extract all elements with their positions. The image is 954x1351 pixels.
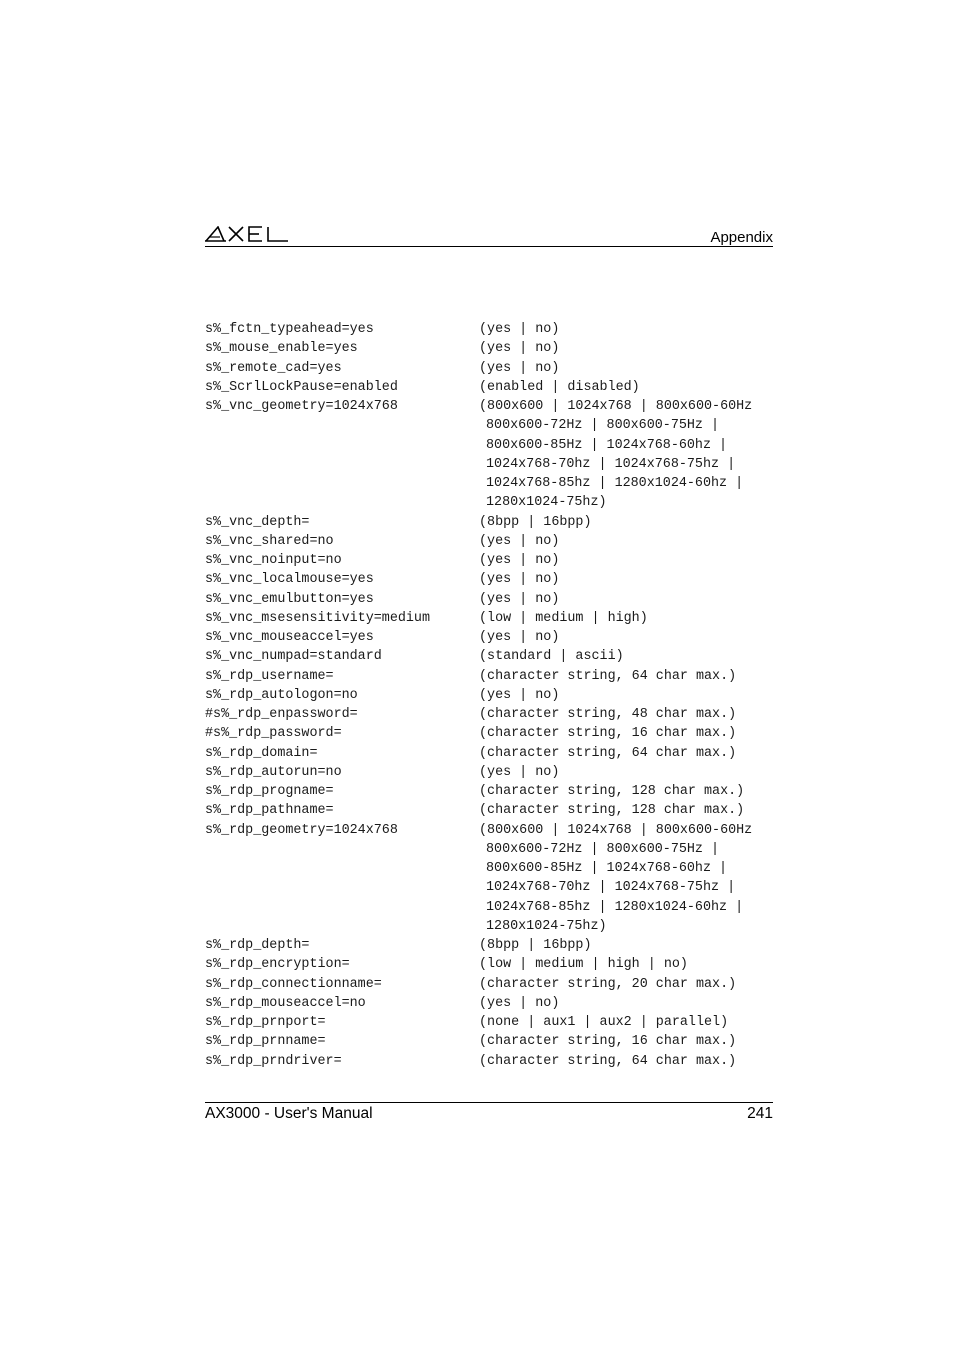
config-values [479, 590, 559, 609]
config-values [479, 705, 736, 724]
config-value: (yes | no) [479, 764, 560, 780]
config-value: (low | medium | high) [479, 610, 648, 626]
config-row [205, 686, 775, 705]
config-key: s%_rdp_prnname= [205, 1034, 326, 1050]
config-values [479, 551, 559, 570]
config-value: 800x600-85Hz | 1024x768-60hz | [486, 437, 728, 453]
config-row [205, 801, 775, 820]
config-values [479, 994, 559, 1013]
config-row [205, 1013, 775, 1032]
config-key: s%_vnc_emulbutton=yes [205, 591, 374, 607]
config-key: s%_vnc_geometry=1024x768 [205, 399, 398, 414]
config-row [205, 667, 775, 686]
config-row [205, 955, 775, 974]
config-key: s%_vnc_localmouse=yes [205, 572, 374, 588]
config-key: s%_rdp_username= [205, 668, 334, 684]
manual-title: AX3000 - User's Manual [205, 1105, 373, 1122]
config-values [479, 397, 752, 513]
section-title: Appendix [710, 229, 773, 246]
config-row [205, 397, 775, 513]
config-value: (yes | no) [479, 687, 560, 703]
config-values [479, 936, 592, 955]
config-key: s%_rdp_connectionname= [205, 976, 382, 992]
config-row [205, 359, 775, 378]
config-row [205, 705, 775, 724]
config-key: s%_rdp_domain= [205, 745, 318, 761]
config-key: s%_rdp_mouseaccel=no [205, 995, 366, 1011]
config-value: (yes | no) [479, 322, 560, 337]
axel-logo [205, 226, 289, 242]
config-key: s%_rdp_autologon=no [205, 687, 358, 703]
config-values [479, 532, 559, 551]
config-row [205, 782, 775, 801]
page-header [205, 222, 773, 247]
config-value: (character string, 16 char max.) [479, 726, 737, 742]
config-row [205, 513, 775, 532]
config-row [205, 936, 775, 955]
config-values [479, 1052, 736, 1071]
config-values [479, 667, 736, 686]
config-key: s%_rdp_geometry=1024x768 [205, 822, 398, 838]
config-row [205, 975, 775, 994]
config-row [205, 724, 775, 743]
config-values [479, 378, 640, 397]
config-value: (yes | no) [479, 553, 560, 568]
config-value: (yes | no) [479, 360, 560, 376]
config-row [205, 590, 775, 609]
config-row [205, 744, 775, 763]
config-key: #s%_rdp_password= [205, 726, 342, 742]
config-value: (character string, 64 char max.) [479, 1053, 737, 1069]
config-row [205, 1052, 775, 1071]
config-values [479, 763, 559, 782]
config-row [205, 1032, 775, 1051]
config-value: (low | medium | high | no) [479, 957, 688, 973]
page-footer [205, 1102, 773, 1122]
config-key: s%_rdp_prndriver= [205, 1053, 342, 1069]
config-values [479, 955, 688, 974]
config-key: s%_vnc_mouseaccel=yes [205, 630, 374, 645]
config-row [205, 339, 775, 358]
config-values [479, 609, 648, 628]
config-row [205, 532, 775, 551]
config-values [479, 782, 744, 801]
config-values [479, 570, 559, 589]
page-number: 241 [747, 1105, 773, 1122]
config-value: (yes | no) [479, 533, 560, 549]
config-values [479, 359, 559, 378]
config-value: (character string, 20 char max.) [479, 976, 737, 992]
config-key: s%_ScrlLockPause=enabled [205, 379, 398, 395]
config-value: 1024x768-70hz | 1024x768-75hz | [486, 456, 736, 472]
config-values [479, 1013, 728, 1032]
config-value: 800x600-85Hz | 1024x768-60hz | [486, 861, 728, 876]
config-value: (yes | no) [479, 591, 560, 607]
config-values [479, 320, 559, 339]
config-values [479, 647, 624, 666]
config-key: s%_mouse_enable=yes [205, 341, 358, 357]
config-values [479, 1032, 736, 1051]
config-value: (enabled | disabled) [479, 379, 640, 395]
config-key: s%_rdp_pathname= [205, 803, 334, 819]
config-row [205, 628, 775, 647]
config-value: (yes | no) [479, 572, 560, 588]
config-row [205, 570, 775, 589]
config-value: (8bpp | 16bpp) [479, 514, 592, 530]
config-value: (character string, 64 char max.) [479, 668, 737, 684]
config-value: (yes | no) [479, 341, 560, 357]
config-value: (8bpp | 16bpp) [479, 938, 592, 953]
config-value: (character string, 128 char max.) [479, 784, 745, 799]
config-values [479, 821, 752, 937]
config-key: s%_rdp_progname= [205, 784, 334, 799]
config-value: (character string, 64 char max.) [479, 745, 737, 761]
config-key: s%_rdp_depth= [205, 938, 310, 953]
config-values [479, 744, 736, 763]
config-parameter-list [205, 320, 775, 1071]
config-value: (800x600 | 1024x768 | 800x600-60Hz [479, 399, 753, 414]
config-row [205, 551, 775, 570]
config-row [205, 647, 775, 666]
config-key: s%_rdp_prnport= [205, 1015, 326, 1030]
config-key: s%_vnc_shared=no [205, 533, 334, 549]
config-value: 1280x1024-75hz) [486, 918, 607, 934]
config-value: 1024x768-70hz | 1024x768-75hz | [486, 880, 736, 896]
config-row [205, 609, 775, 628]
config-row [205, 994, 775, 1013]
config-key: s%_rdp_encryption= [205, 957, 350, 973]
config-key: s%_vnc_depth= [205, 514, 310, 530]
config-value: 1024x768-85hz | 1280x1024-60hz | [486, 899, 744, 915]
config-value: 800x600-72Hz | 800x600-75Hz | [486, 841, 720, 857]
config-values [479, 628, 559, 647]
config-key: s%_vnc_msesensitivity=medium [205, 610, 430, 626]
config-value: (yes | no) [479, 995, 560, 1011]
config-key: s%_remote_cad=yes [205, 360, 342, 376]
config-values [479, 513, 592, 532]
config-values [479, 724, 736, 743]
config-value: 1024x768-85hz | 1280x1024-60hz | [486, 476, 744, 491]
config-value: 800x600-72Hz | 800x600-75Hz | [486, 418, 720, 434]
config-value: (character string, 48 char max.) [479, 707, 737, 722]
config-key: s%_vnc_numpad=standard [205, 649, 382, 665]
config-row [205, 763, 775, 782]
config-values [479, 339, 559, 358]
config-key: s%_fctn_typeahead=yes [205, 322, 374, 337]
config-value: (none | aux1 | aux2 | parallel) [479, 1015, 729, 1030]
config-key: s%_rdp_autorun=no [205, 764, 342, 780]
config-value: (character string, 16 char max.) [479, 1034, 737, 1050]
config-value: (character string, 128 char max.) [479, 803, 745, 819]
config-row [205, 821, 775, 937]
config-value: (800x600 | 1024x768 | 800x600-60Hz [479, 822, 753, 838]
config-values [479, 801, 744, 820]
config-value: (standard | ascii) [479, 649, 624, 665]
config-row [205, 320, 775, 339]
config-key: #s%_rdp_enpassword= [205, 707, 358, 722]
config-values [479, 975, 736, 994]
config-value: 1280x1024-75hz) [486, 495, 607, 511]
config-key: s%_vnc_noinput=no [205, 553, 342, 568]
config-row [205, 378, 775, 397]
config-values [479, 686, 559, 705]
config-value: (yes | no) [479, 630, 560, 645]
